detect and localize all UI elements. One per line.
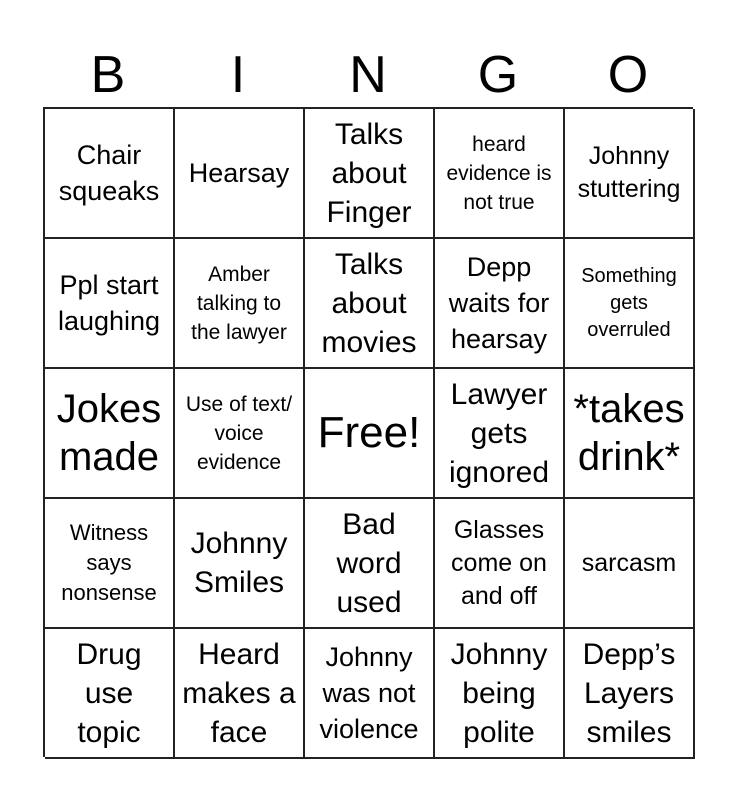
cell-text: Johnny being polite [450, 637, 548, 749]
header-letter-o: O [607, 46, 649, 104]
header-letter-i: I [230, 46, 246, 104]
bingo-cell[interactable] [305, 239, 435, 369]
header-letter-g: G [477, 46, 519, 104]
bingo-cell[interactable] [565, 369, 695, 499]
bingo-cell[interactable] [45, 109, 175, 239]
bingo-cell[interactable] [565, 109, 695, 239]
bingo-cell[interactable] [175, 239, 305, 369]
cell-text: Amber talking to the lawyer [191, 262, 287, 344]
bingo-cell[interactable] [45, 629, 175, 759]
cell-text: heard evidence is not true [446, 132, 552, 214]
bingo-cell[interactable] [305, 109, 435, 239]
cell-text: Use of text/ voice evidence [185, 392, 293, 474]
header-letter-n: N [349, 46, 387, 104]
cell-text: sarcasm [581, 548, 677, 577]
bingo-cell[interactable] [565, 499, 695, 629]
bingo-cell[interactable] [435, 499, 565, 629]
cell-text: Depp’s Layers smiles [582, 637, 676, 749]
bingo-cell[interactable] [305, 499, 435, 629]
cell-text: Heard makes a face [182, 637, 296, 749]
bingo-cell[interactable] [45, 499, 175, 629]
cell-text: Johnny Smiles [190, 527, 288, 599]
bingo-cell[interactable] [45, 369, 175, 499]
bingo-cell[interactable] [45, 239, 175, 369]
header-letter-b: B [90, 46, 126, 104]
bingo-cell[interactable] [175, 499, 305, 629]
cell-text: Witness says nonsense [61, 520, 157, 605]
cell-text: Johnny stuttering [577, 142, 681, 203]
cell-text: Johnny was not violence [319, 642, 419, 744]
bingo-cell[interactable] [565, 239, 695, 369]
cell-text: Ppl start laughing [57, 270, 161, 336]
cell-text: Something gets overruled [581, 264, 677, 341]
cell-text: Talks about movies [321, 247, 417, 359]
cell-text: Depp waits for hearsay [448, 252, 550, 354]
bingo-cell[interactable] [435, 239, 565, 369]
cell-text: Lawyer gets ignored [448, 377, 550, 489]
bingo-cell[interactable] [565, 629, 695, 759]
bingo-cell[interactable] [305, 629, 435, 759]
bingo-header [43, 42, 693, 108]
bingo-cell[interactable] [175, 629, 305, 759]
bingo-grid [43, 107, 693, 757]
cell-text: Glasses come on and off [451, 515, 547, 610]
bingo-cell[interactable] [435, 109, 565, 239]
bingo-cell[interactable] [435, 369, 565, 499]
cell-text: Chair squeaks [58, 140, 160, 206]
free-space[interactable] [305, 369, 435, 499]
cell-text: Jokes made [56, 387, 162, 479]
cell-text: Drug use topic [76, 637, 142, 749]
bingo-cell[interactable] [175, 369, 305, 499]
cell-text: *takes drink* [573, 387, 685, 479]
bingo-cell[interactable] [435, 629, 565, 759]
cell-text: Bad word used [336, 507, 402, 619]
cell-text: Free! [317, 408, 421, 457]
bingo-cell[interactable] [175, 109, 305, 239]
cell-text: Hearsay [188, 158, 290, 188]
cell-text: Talks about Finger [326, 117, 412, 229]
